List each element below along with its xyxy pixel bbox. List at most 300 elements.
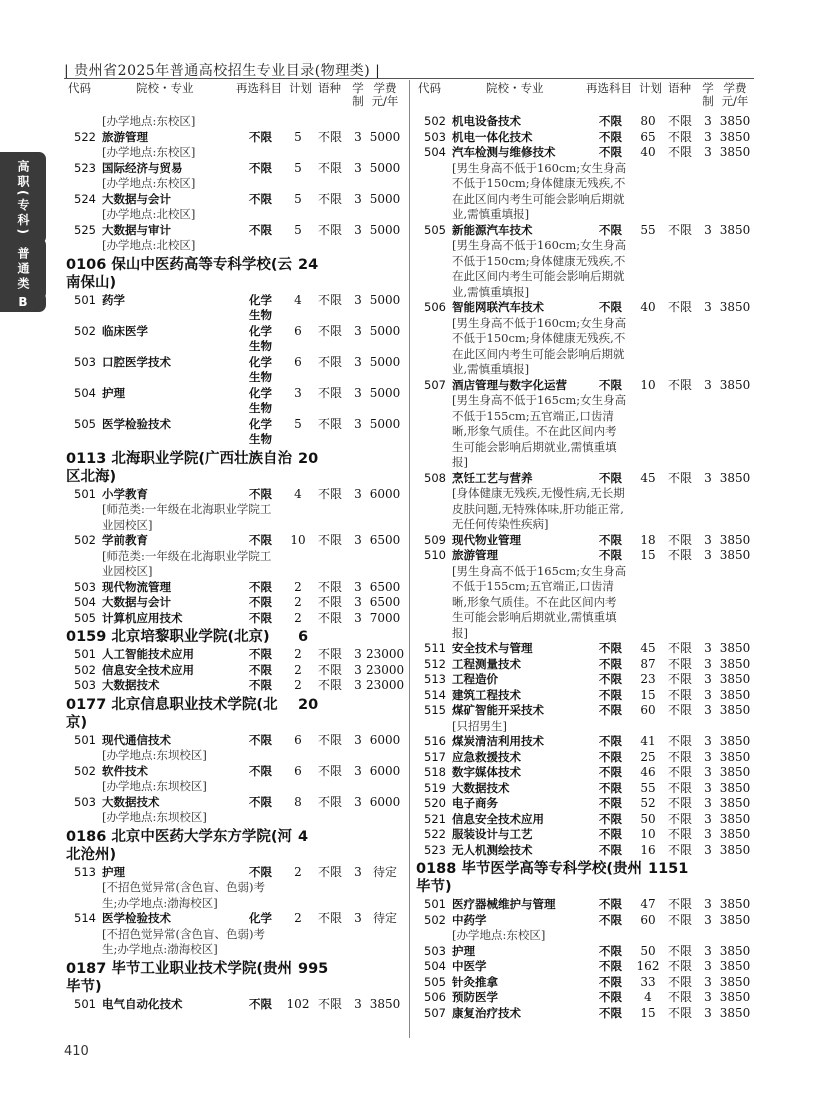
major-name: 煤矿智能开采技术	[452, 703, 544, 717]
major-fee: 3850	[719, 765, 751, 779]
major-years: 3	[704, 222, 712, 237]
major-lang: 不限	[668, 990, 693, 1004]
side-tab-section: B	[0, 292, 46, 312]
major-plan: 2	[294, 610, 302, 625]
major-lang: 不限	[668, 656, 693, 671]
major-lang: 不限	[668, 974, 693, 989]
major-name: 大数据与审计	[102, 222, 171, 237]
major-code: 518	[424, 765, 446, 779]
running-head: | 贵州省2025年普通高校招生专业目录(物理类) |	[64, 63, 381, 79]
major-lang: 不限	[668, 532, 693, 547]
major-row	[416, 796, 756, 812]
major-code: 515	[424, 703, 446, 717]
major-fee: 3850	[719, 687, 751, 702]
major-lang: 不限	[668, 114, 693, 128]
major-code: 507	[424, 377, 446, 392]
major-fee: 3850	[719, 959, 751, 973]
major-row	[416, 897, 756, 913]
major-subject: 不限	[249, 222, 272, 237]
major-code: 512	[424, 656, 446, 671]
major-subject: 不限	[599, 300, 622, 314]
major-name: 烹饪工艺与营养	[452, 470, 533, 485]
major-code: 516	[424, 734, 446, 748]
major-lang: 不限	[668, 749, 693, 764]
major-row	[416, 114, 756, 130]
major-name: 人工智能技术应用	[102, 647, 194, 661]
major-lang: 不限	[318, 533, 343, 547]
major-years: 3	[354, 129, 362, 144]
school-name: 0186 北京中医药大学东方学院(河北沧州)	[66, 828, 293, 863]
school-name: 0187 毕节工业职业技术学院(贵州毕节)	[66, 960, 293, 995]
side-tab-level: 高职(专科)	[0, 152, 46, 244]
school-plan: 6	[298, 629, 309, 645]
major-row	[66, 865, 406, 881]
major-code: 503	[74, 678, 96, 692]
major-plan: 5	[294, 222, 302, 237]
major-note: [办学地点:北校区]	[102, 238, 196, 252]
school-heading	[416, 858, 756, 897]
major-row	[416, 378, 756, 394]
major-code: 507	[424, 1005, 446, 1020]
major-subject: 不限	[599, 548, 622, 562]
major-years: 3	[704, 377, 712, 392]
major-code: 504	[74, 595, 96, 609]
major-name: 康复治疗技术	[452, 1005, 521, 1020]
major-fee: 5000	[369, 191, 401, 206]
major-name: 预防医学	[452, 990, 498, 1004]
major-fee: 7000	[369, 610, 401, 625]
major-years: 3	[704, 703, 712, 717]
major-plan: 6	[294, 732, 302, 747]
major-name: 口腔医学技术	[102, 354, 171, 369]
major-code: 504	[424, 145, 446, 159]
major-subject: 不限	[249, 160, 272, 175]
major-note: [不招色觉异常(含色盲、色弱)考生;办学地点:渤海校区]	[102, 880, 265, 910]
header-plan: 计划	[639, 81, 662, 95]
major-years: 3	[704, 796, 712, 810]
major-row	[66, 911, 406, 927]
major-row	[416, 703, 756, 719]
major-code: 514	[424, 687, 446, 702]
major-years: 3	[704, 897, 712, 911]
major-years: 3	[704, 672, 712, 686]
major-years: 3	[354, 864, 362, 879]
major-fee: 3850	[719, 943, 751, 958]
header-lang: 语种	[318, 81, 341, 95]
major-subject: 不限	[249, 129, 272, 144]
major-years: 3	[354, 579, 362, 594]
major-name: 大数据技术	[102, 794, 160, 809]
major-lang: 不限	[318, 911, 343, 925]
header-fee: 学费元/年	[721, 81, 749, 108]
major-name: 汽车检测与维修技术	[452, 145, 556, 159]
major-fee: 6000	[369, 486, 401, 501]
major-row	[416, 1006, 756, 1022]
major-code: 506	[424, 990, 446, 1004]
school-plan: 1151	[648, 861, 689, 877]
school-heading	[66, 254, 406, 293]
major-lang: 不限	[668, 842, 693, 857]
major-name: 旅游管理	[452, 548, 498, 562]
major-fee: 3850	[719, 780, 751, 795]
major-row	[66, 997, 406, 1013]
major-fee: 3850	[719, 129, 751, 144]
major-code: 505	[424, 222, 446, 237]
header-code: 代码	[68, 81, 91, 95]
school-name: 0106 保山中医药高等专科学校(云南保山)	[66, 256, 293, 291]
major-note: [办学地点:东坝校区]	[102, 810, 207, 824]
school-heading	[66, 958, 406, 997]
major-subject: 不限	[599, 145, 622, 159]
major-plan: 2	[294, 911, 302, 925]
major-years: 3	[704, 959, 712, 973]
major-years: 3	[704, 114, 712, 128]
major-fee: 3850	[719, 222, 751, 237]
major-fee: 3850	[719, 300, 751, 314]
major-years: 3	[704, 641, 712, 655]
major-fee: 3850	[719, 672, 751, 686]
major-subject: 不限	[249, 678, 272, 692]
major-years: 3	[704, 765, 712, 779]
major-years: 3	[704, 470, 712, 485]
major-code: 501	[74, 996, 96, 1011]
major-lang: 不限	[318, 662, 343, 677]
major-fee: 3850	[719, 656, 751, 671]
major-lang: 不限	[318, 864, 343, 879]
header-name: 院校・专业	[136, 81, 194, 95]
major-subject: 不限	[249, 595, 272, 609]
major-note: [办学地点:东校区]	[102, 176, 196, 190]
major-name: 医疗器械维护与管理	[452, 897, 556, 911]
major-fee: 6500	[369, 533, 401, 547]
major-plan: 3	[294, 385, 302, 400]
major-lang: 不限	[318, 222, 343, 237]
major-row	[416, 990, 756, 1006]
major-fee: 5000	[369, 385, 401, 400]
major-name: 安全技术与管理	[452, 641, 533, 655]
major-code: 519	[424, 780, 446, 795]
major-code: 501	[424, 897, 446, 911]
major-row	[416, 223, 756, 239]
major-row	[416, 672, 756, 688]
major-row	[416, 130, 756, 146]
major-plan: 65	[640, 129, 656, 144]
major-code: 503	[74, 354, 96, 369]
major-note: [办学地点:东坝校区]	[102, 748, 207, 762]
major-note: [男生身高不低于165cm;女生身高不低于155cm;五官端正,口齿清晰,形象气质佳。不在此区间内考生可能会影响后期就业,需慎重填报]	[452, 393, 627, 469]
major-subject: 不限	[599, 734, 622, 748]
major-note: [男生身高不低于160cm;女生身高不低于150cm;身体健康无残疾,不在此区间内考生可能会影响后期就业,需慎重填报]	[452, 160, 627, 221]
major-code: 523	[424, 842, 446, 857]
major-row	[416, 145, 756, 161]
school-heading	[66, 626, 406, 647]
major-plan: 46	[640, 765, 656, 779]
school-name: 0188 毕节医学高等专科学校(贵州毕节)	[416, 861, 643, 895]
major-years: 3	[704, 532, 712, 547]
major-lang: 不限	[318, 323, 343, 338]
major-subject: 化学 生物	[249, 416, 272, 446]
major-lang: 不限	[668, 145, 693, 159]
major-name: 大数据技术	[102, 678, 160, 692]
header-lang: 语种	[668, 81, 691, 95]
major-code: 506	[424, 300, 446, 314]
major-plan: 5	[294, 416, 302, 431]
major-fee: 3850	[719, 703, 751, 717]
major-code: 502	[74, 533, 96, 547]
major-plan: 2	[294, 678, 302, 692]
major-subject: 不限	[599, 974, 622, 989]
major-code: 502	[74, 323, 96, 338]
major-name: 现代物业管理	[452, 532, 521, 547]
major-code: 522	[74, 129, 96, 144]
major-subject: 不限	[599, 827, 622, 841]
major-fee: 3850	[719, 811, 751, 826]
major-fee: 23000	[366, 647, 405, 661]
major-lang: 不限	[668, 959, 693, 973]
major-years: 3	[704, 145, 712, 159]
left-entries	[66, 114, 406, 1012]
major-years: 3	[704, 1005, 712, 1020]
major-fee: 3850	[719, 734, 751, 748]
major-name: 中医学	[452, 959, 487, 973]
major-years: 3	[354, 662, 362, 677]
major-years: 3	[704, 687, 712, 702]
major-row	[416, 975, 756, 991]
major-name: 中药学	[452, 912, 487, 927]
major-code: 501	[74, 732, 96, 747]
major-plan: 60	[640, 912, 656, 927]
major-name: 机电一体化技术	[452, 129, 533, 144]
major-lang: 不限	[668, 780, 693, 795]
major-years: 3	[354, 416, 362, 431]
major-name: 护理	[452, 943, 475, 958]
major-note: [男生身高不低于160cm;女生身高不低于150cm;身体健康无残疾,不在此区间内考生可能会影响后期就业,需慎重填报]	[452, 238, 627, 299]
major-subject: 不限	[599, 765, 622, 779]
major-subject: 不限	[599, 222, 622, 237]
major-plan: 87	[640, 656, 656, 671]
major-row	[416, 688, 756, 704]
major-plan: 55	[640, 780, 656, 795]
major-subject: 不限	[599, 672, 622, 686]
major-note: [办学地点:东校区]	[452, 928, 546, 942]
major-name: 应急救援技术	[452, 749, 521, 764]
major-row	[66, 130, 406, 146]
major-code: 504	[424, 959, 446, 973]
major-code: 501	[74, 292, 96, 307]
major-code: 501	[74, 647, 96, 661]
major-note: [办学地点:北校区]	[102, 207, 196, 221]
school-name: 0159 北京培黎职业学院(北京)	[66, 629, 270, 645]
major-note: [办学地点:东校区]	[102, 145, 196, 159]
major-name: 智能网联汽车技术	[452, 300, 544, 314]
major-lang: 不限	[668, 796, 693, 810]
major-plan: 16	[640, 842, 656, 857]
major-fee: 6000	[369, 732, 401, 747]
major-code: 517	[424, 749, 446, 764]
major-subject: 化学 生物	[249, 354, 272, 384]
major-fee: 3850	[719, 114, 751, 128]
major-years: 3	[704, 943, 712, 958]
major-row	[416, 533, 756, 549]
school-plan: 995	[298, 960, 329, 977]
major-subject: 不限	[249, 647, 272, 661]
major-fee: 3850	[719, 470, 751, 485]
school-heading	[66, 826, 406, 865]
major-row	[416, 843, 756, 859]
major-fee: 3850	[369, 996, 401, 1011]
major-plan: 45	[640, 641, 656, 655]
major-plan: 33	[640, 974, 656, 989]
major-code: 514	[74, 911, 96, 925]
major-fee: 3850	[719, 897, 751, 911]
major-code: 510	[424, 548, 446, 562]
column-header	[416, 80, 756, 114]
major-fee: 3850	[719, 145, 751, 159]
major-subject: 不限	[599, 532, 622, 547]
major-subject: 不限	[599, 796, 622, 810]
major-lang: 不限	[318, 354, 343, 369]
major-years: 3	[354, 911, 362, 925]
major-lang: 不限	[318, 794, 343, 809]
major-code: 513	[424, 672, 446, 686]
major-years: 3	[354, 595, 362, 609]
major-subject: 不限	[249, 579, 272, 594]
major-row	[66, 580, 406, 596]
major-name: 信息安全技术应用	[102, 662, 194, 677]
major-lang: 不限	[318, 678, 343, 692]
major-plan: 18	[640, 532, 656, 547]
major-subject: 不限	[599, 470, 622, 485]
page-number: 410	[64, 1044, 89, 1059]
major-years: 3	[704, 974, 712, 989]
major-years: 3	[354, 533, 362, 547]
major-name: 大数据与会计	[102, 191, 171, 206]
school-name: 0113 北海职业学院(广西壮族自治区北海)	[66, 450, 293, 485]
major-subject: 不限	[249, 662, 272, 677]
major-name: 工程造价	[452, 672, 498, 686]
major-lang: 不限	[668, 672, 693, 686]
major-note: [师范类:一年级在北海职业学院工业园校区]	[102, 502, 272, 532]
major-row	[66, 595, 406, 611]
major-subject: 不限	[249, 486, 272, 501]
major-fee: 23000	[366, 678, 405, 692]
major-row	[416, 913, 756, 929]
major-plan: 2	[294, 864, 302, 879]
major-note: [男生身高不低于160cm;女生身高不低于150cm;身体健康无残疾,不在此区间内考生可能会影响后期就业,需慎重填报]	[452, 315, 627, 376]
major-plan: 2	[294, 662, 302, 677]
major-subject: 不限	[599, 1005, 622, 1020]
major-plan: 4	[294, 486, 302, 501]
major-lang: 不限	[668, 470, 693, 485]
major-row	[416, 750, 756, 766]
major-fee: 6500	[369, 579, 401, 594]
header-fee: 学费元/年	[371, 81, 399, 108]
major-subject: 不限	[599, 687, 622, 702]
major-fee: 待定	[372, 864, 397, 879]
major-note: [师范类:一年级在北海职业学院工业园校区]	[102, 548, 272, 578]
major-row	[66, 533, 406, 549]
major-lang: 不限	[318, 486, 343, 501]
header-code: 代码	[418, 81, 441, 95]
major-plan: 41	[640, 734, 656, 748]
major-note: [办学地点:东坝校区]	[102, 779, 207, 793]
major-lang: 不限	[668, 703, 693, 717]
major-plan: 40	[640, 145, 656, 159]
major-row	[66, 324, 406, 355]
major-row	[66, 417, 406, 448]
major-lang: 不限	[668, 734, 693, 748]
header-subject: 再选科目	[236, 81, 282, 95]
header-rule	[64, 78, 754, 79]
major-plan: 6	[294, 354, 302, 369]
major-subject: 不限	[249, 996, 272, 1011]
school-plan: 20	[298, 696, 319, 713]
major-lang: 不限	[318, 191, 343, 206]
major-subject: 不限	[599, 943, 622, 958]
major-code: 505	[74, 610, 96, 625]
major-name: 无人机测绘技术	[452, 842, 533, 857]
column-divider	[409, 80, 410, 1038]
major-code: 503	[424, 943, 446, 958]
major-name: 医学检验技术	[102, 416, 171, 431]
major-fee: 3850	[719, 842, 751, 857]
major-subject: 不限	[249, 533, 272, 547]
major-name: 建筑工程技术	[452, 687, 521, 702]
major-name: 学前教育	[102, 533, 148, 547]
major-lang: 不限	[318, 129, 343, 144]
major-fee: 3850	[719, 532, 751, 547]
major-fee: 3850	[719, 974, 751, 989]
major-lang: 不限	[318, 579, 343, 594]
major-fee: 3850	[719, 749, 751, 764]
major-fee: 5000	[369, 354, 401, 369]
major-lang: 不限	[668, 811, 693, 826]
major-name: 煤炭清洁利用技术	[452, 734, 544, 748]
major-plan: 50	[640, 943, 656, 958]
major-name: 护理	[102, 864, 125, 879]
major-row	[416, 827, 756, 843]
major-subject: 不限	[599, 749, 622, 764]
major-plan: 6	[294, 763, 302, 778]
major-subject: 不限	[599, 114, 622, 128]
major-years: 3	[354, 292, 362, 307]
major-subject: 不限	[599, 842, 622, 857]
major-lang: 不限	[668, 548, 693, 562]
major-lang: 不限	[668, 641, 693, 655]
major-row	[66, 611, 406, 627]
major-years: 3	[354, 794, 362, 809]
major-fee: 3850	[719, 377, 751, 392]
major-code: 503	[424, 129, 446, 144]
major-name: 国际经济与贸易	[102, 160, 183, 175]
major-lang: 不限	[668, 129, 693, 144]
header-name: 院校・专业	[486, 81, 544, 95]
major-row	[66, 663, 406, 679]
major-subject: 不限	[599, 811, 622, 826]
major-plan: 23	[640, 672, 656, 686]
major-name: 数字媒体技术	[452, 765, 521, 779]
column-header	[66, 80, 406, 114]
major-name: 旅游管理	[102, 129, 148, 144]
major-years: 3	[704, 912, 712, 927]
school-heading	[66, 694, 406, 733]
major-subject: 不限	[249, 794, 272, 809]
major-years: 3	[704, 734, 712, 748]
major-lang: 不限	[668, 377, 693, 392]
major-subject: 不限	[249, 191, 272, 206]
major-years: 3	[354, 160, 362, 175]
major-row	[416, 734, 756, 750]
